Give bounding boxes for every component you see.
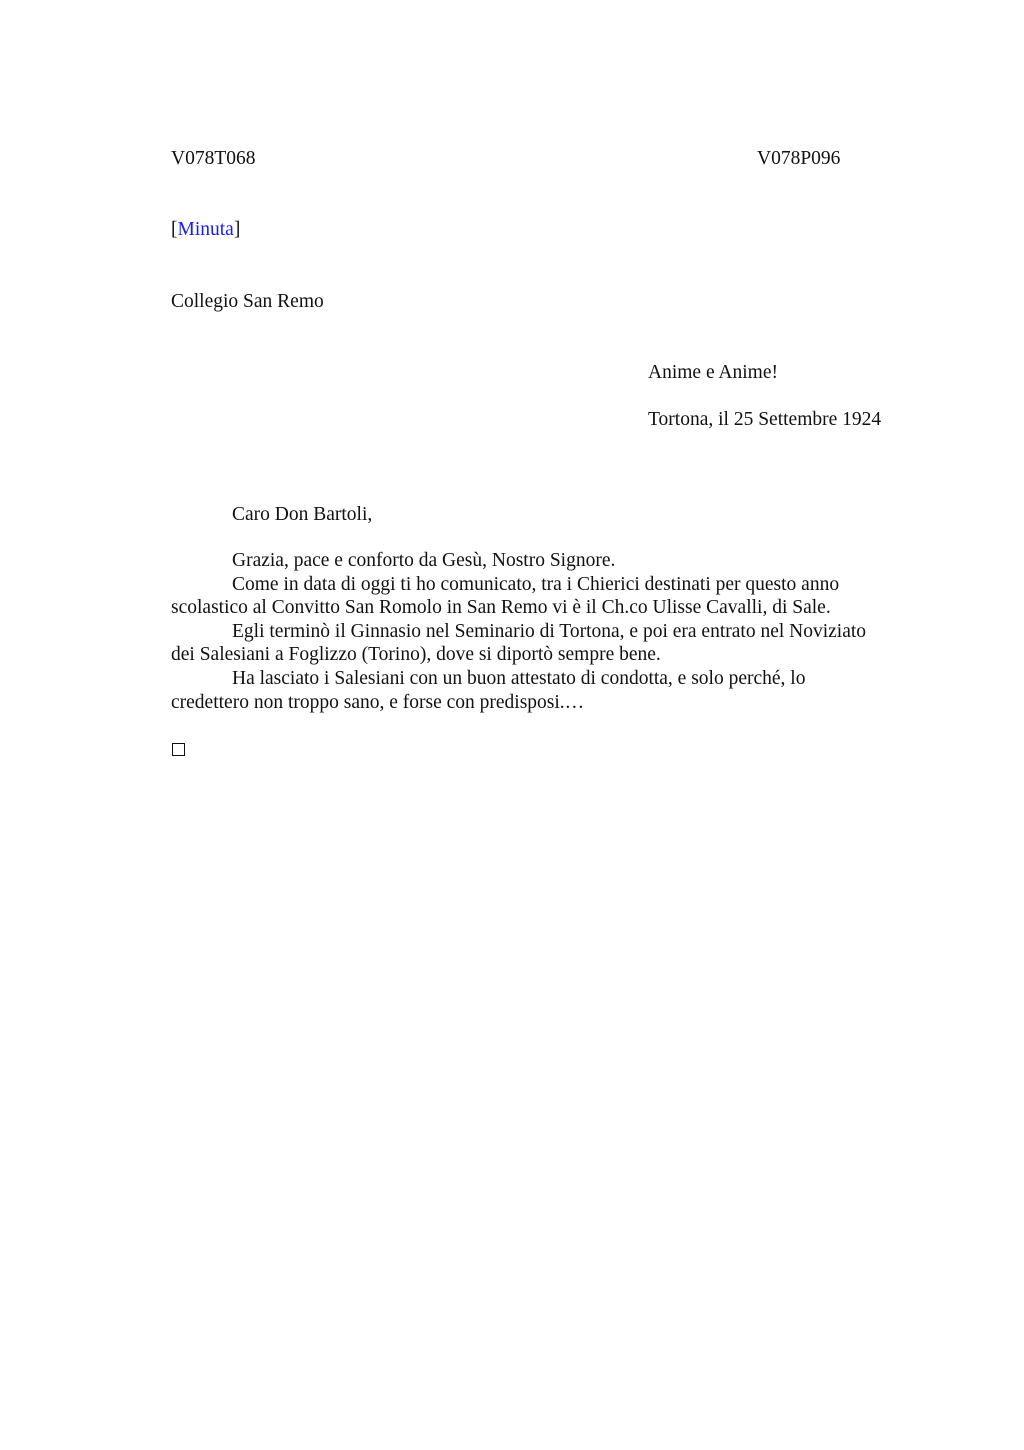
minuta-close-bracket: ]: [233, 219, 241, 240]
body-line: Ha lasciato i Salesiani con un buon attestato di condotta, e solo perché, lo: [232, 667, 806, 689]
body-line: credettero non troppo sano, e forse con predisposi.…: [171, 691, 585, 713]
minuta-open-bracket: [: [171, 219, 178, 240]
body-line-greeting: Grazia, pace e conforto da Gesù, Nostro Signore.: [232, 550, 616, 571]
letter-body: [171, 549, 911, 714]
body-line: Come in data di oggi ti ho comunicato, tra i Chierici destinati per questo anno: [232, 573, 840, 595]
salutation: Caro Don Bartoli,: [232, 504, 373, 525]
square-outline-icon: [172, 743, 185, 756]
minuta-link[interactable]: Minuta: [177, 219, 234, 240]
body-line: dei Salesiani a Foglizzo (Torino), dove si diportò sempre bene.: [171, 644, 661, 666]
body-line: Egli terminò il Ginnasio nel Seminario di Tortona, e poi era entrato nel Noviziato: [232, 620, 867, 642]
recipient: Collegio San Remo: [171, 291, 324, 312]
motto: Anime e Anime!: [648, 362, 778, 383]
body-line: scolastico al Convitto San Romolo in San Remo vi è il Ch.co Ulisse Cavalli, di Sale.: [171, 597, 831, 619]
place-date: Tortona, il 25 Settembre 1924: [648, 409, 882, 430]
document-code-right: V078P096: [757, 148, 841, 169]
document-code-left: V078T068: [171, 148, 256, 169]
minuta-label: [171, 220, 240, 240]
